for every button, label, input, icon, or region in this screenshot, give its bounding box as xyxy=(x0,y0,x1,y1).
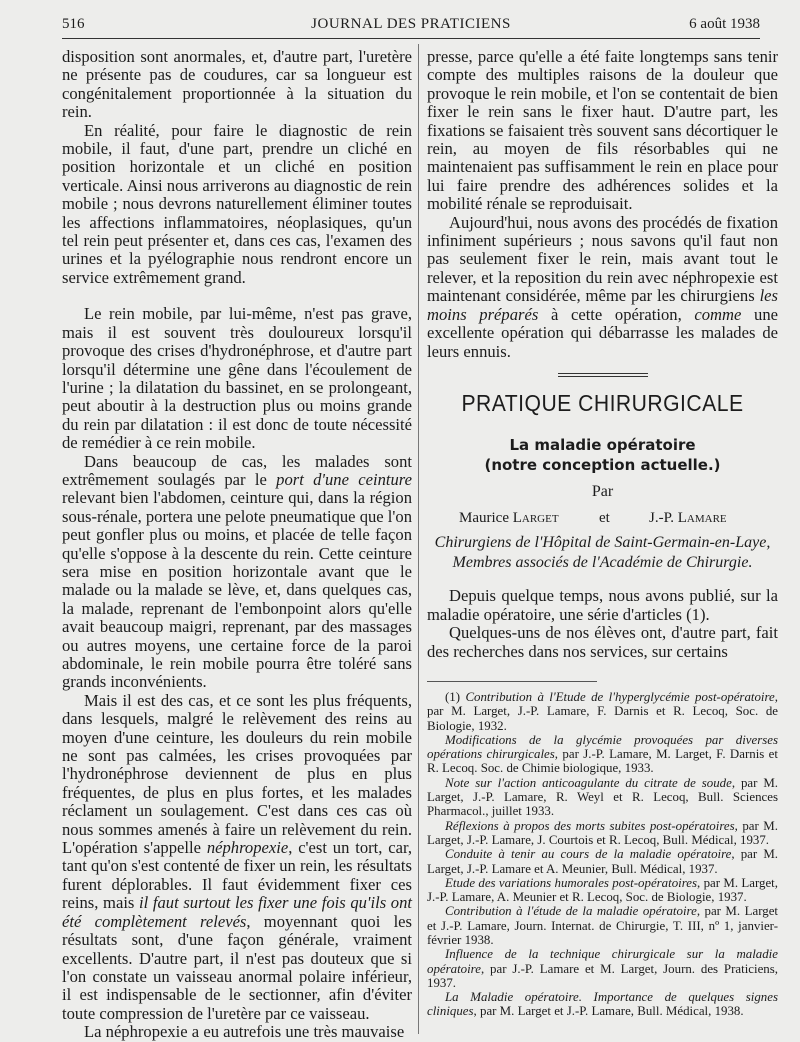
footnote-citation: , par J.-P. Lamare, M. Larget, F. Darnis et R. Lecoq. Soc. de Chimie biologique, 1933. xyxy=(427,747,778,776)
footnote-title: Contribution à l'étude de la maladie opératoire xyxy=(445,904,697,919)
emphasis: comme xyxy=(694,304,742,324)
footnote-citation: , par M. Larget, J.-P. Lamare, R. Weyl et R. Lecoq, Bull. Sciences Pharmacol., juillet 1933. xyxy=(427,775,779,819)
footnote-citation: , par M. Larget, J.-P. Lamare, A. Meunier et R. Lecoq, Soc. de Biologie, 1937. xyxy=(427,875,778,905)
section-gap xyxy=(62,287,412,305)
emphasis: les moins préparés xyxy=(427,286,778,324)
author-first-name: J.-P. xyxy=(649,510,675,527)
footnote-entry xyxy=(427,776,778,819)
text-run: Aujourd'hui, nous avons des procédés de fixation infiniment supérieurs ; nous savons qu'il faut non pas seulement fixer le rein, mais avant tout le relever, et la reposition du rein avec néphropexie est maintenant considérée, même par les chirurgiens xyxy=(427,212,778,306)
left-column xyxy=(62,48,412,1042)
paragraph: Depuis quelque temps, nous avons publié, sur la maladie opératoire, une série d'articles (1). xyxy=(427,586,778,624)
footnote-title: Note sur l'action anticoagulante du citrate de soude xyxy=(445,775,732,790)
article-title-line: La maladie opératoire xyxy=(509,435,696,454)
footnote-ref: (1) xyxy=(445,689,466,704)
footnotes xyxy=(427,690,778,1019)
footnote-entry xyxy=(427,690,778,733)
paragraph xyxy=(62,453,412,692)
paragraph: Le rein mobile, par lui-même, n'est pas grave, mais il est souvent très douloureux lorsqu'il provoque des crises d'hydronéphrose, et d'autre part lorsqu'il détermine une gêne dans l'écoulement de l'urine ; la dilatation du bassinet, en se prolongeant, peut aboutir à la destruction plus ou moins grande du rein par dilatation : il est donc de toute nécessité de remédier à ce rein mobile. xyxy=(62,304,412,453)
text-run: , moyennant quoi les résultats sont, d'une façon générale, vraiment excellents. D'autre part, il n'est pas douteux que si l'on constate un vaisseau anormal polaire inférieur, il est indispensable de le sectionner, afin d'éviter toute compression de l'uretère par ce vaisseau. xyxy=(62,911,412,1023)
footnote-citation: , par J.-P. Lamare et M. Larget, Journ. des Praticiens, 1937. xyxy=(427,961,778,990)
footnote-title: Contribution à l'Etude de l'hyperglycémie post-opératoire xyxy=(465,689,775,704)
affiliation-line: Membres associés de l'Académie de Chirurgie. xyxy=(452,554,753,572)
footnote-entry xyxy=(427,990,778,1019)
footnote-rule xyxy=(427,681,597,682)
author-2 xyxy=(649,507,727,529)
spacer xyxy=(427,573,778,587)
paragraph xyxy=(62,692,412,1023)
byline-par: Par xyxy=(591,482,614,500)
page-header xyxy=(62,14,760,39)
paragraph: La néphropexie a eu autrefois une très mauvaise xyxy=(84,1022,405,1042)
footnote-title: Réflexions à propos des morts subites post-opératoires xyxy=(445,818,735,833)
authors-line xyxy=(427,507,778,529)
text-run: , c'est un tort, car, tant qu'on s'est contenté de fixer un rein, les résultats furent déplorables. Il faut évidemment fixer ces reins, mais xyxy=(62,838,412,913)
affiliation-line: Chirurgiens de l'Hôpital de Saint-Germain-en-Laye, xyxy=(434,534,771,552)
footnote-citation: , par M. Larget et J.-P. Lamare, Journ. Internat. de Chirurgie, T. III, nº 1, janvier-février 1938. xyxy=(427,904,778,947)
author-last-name: Lamare xyxy=(677,510,727,527)
footnote-title: Etude des variations humorales post-opératoires xyxy=(445,875,698,890)
page-number: 516 xyxy=(62,16,85,32)
text-run: relevant bien l'abdomen, ceinture qui, dans la région sous-rénale, portera une pelote pneumatique que l'on peut gonfler plus ou moins, et placée de telle façon qu'elle s'oppose à la descente du rein. Cette ceinture sera mise en position horizontale avant que le malade ou la malade se lève, et, dans quelques cas, la malade, reprenant de l'embonpoint alors qu'elle avait beaucoup maigri, reprenant, par des massages ou autres moyens, une certaine force de la paroi abdominale, le rein mobile pourra être toléré sans grands inconvénients. xyxy=(62,488,412,692)
footnote-citation: , par M. Larget, J.-P. Lamare et A. Meunier, Bull. Médical, 1937. xyxy=(427,847,778,876)
paragraph: presse, parce qu'elle a été faite longtemps sans tenir compte des multiples raisons de la douleur que provoque le rein mobile, et l'on se contentait de bien fixer le rein sans le fixer haut. D'autre part, les fixations se faisaient très souvent sans décortiquer le rein, au moyen de fils résorbables qui ne maintenaient pas suffisamment le rein en place pour lui faire prendre des adhérences solides et la mobilité rénale se reproduisait. xyxy=(427,47,778,214)
issue-date: 6 août 1938 xyxy=(689,16,760,32)
article-title xyxy=(427,435,778,475)
separator-rule xyxy=(558,373,648,377)
footnote-entry xyxy=(427,847,778,876)
emphasis: il faut surtout les fixer une fois qu'ils ont été complètement relevés xyxy=(62,893,412,931)
footnote-title: Modifications de la glycémie provoquées par diverses opérations chirurgicales xyxy=(427,732,778,762)
section-title: PRATIQUE CHIRURGICALE xyxy=(461,389,744,416)
paragraph: Quelques-uns de nos élèves ont, d'autre part, fait des recherches dans nos services, sur certains xyxy=(427,623,778,661)
paragraph: En réalité, pour faire le diagnostic de rein mobile, il faut, d'une part, prendre un cliché en position horizontale et un cliché en position verticale. Ainsi nous arriverons au diagnostic de rein mobile ; nous devrons naturellement éliminer toutes les affections inflammatoires, néoplasiques, qu'un tel rein peut présenter et, dans ces cas, l'examen des urines et la pyélographie nous rendront encore un service extrêmement grand. xyxy=(62,120,412,287)
footnote-entry xyxy=(427,733,778,776)
author-1 xyxy=(459,507,559,529)
footnote-title: Conduite à tenir au cours de la maladie opératoire xyxy=(445,847,732,862)
journal-title: JOURNAL DES PRATICIENS xyxy=(311,16,511,32)
emphasis: néphropexie xyxy=(206,838,289,858)
footnote-entry xyxy=(427,876,778,905)
text-run: Mais il est des cas, et ce sont les plus fréquents, dans lesquels, malgré le relèvement des reins au moyen d'une ceinture, les douleurs du rein mobile ne sont pas calmées, les crises provoquées par l'hydronéphrose deviennent de plus en plus fréquentes, de plus en plus fortes, et les malades réclament un soulagement. C'est dans ces cas où nous sommes amenés à faire un relèvement du rein. L'opération s'appelle xyxy=(62,690,412,858)
footnote-entry xyxy=(427,947,778,990)
text-run: à cette opération, xyxy=(538,304,695,324)
right-column xyxy=(427,48,778,1019)
footnote-title: Influence de la technique chirurgicale sur la maladie opératoire xyxy=(427,947,778,976)
footnote-citation: , par M. Larget et J.-P. Lamare, Bull. Médical, 1938. xyxy=(473,1004,744,1019)
author-last-name: Larget xyxy=(512,510,559,527)
article-subtitle: (notre conception actuelle.) xyxy=(484,455,721,474)
emphasis: port d'une ceinture xyxy=(276,469,412,489)
footnote-citation: , par M. Larget, J.-P. Lamare, F. Darnis et R. Lecoq, Soc. de Biologie, 1932. xyxy=(427,689,778,733)
footnote-title: La Maladie opératoire. Importance de quelques signes cliniques xyxy=(427,990,778,1019)
author-first-name: Maurice xyxy=(459,510,509,527)
column-divider xyxy=(418,44,419,1034)
paragraph xyxy=(427,214,778,361)
affiliation xyxy=(427,533,778,573)
author-and: et xyxy=(599,510,610,527)
footnote-entry xyxy=(427,819,778,848)
footnote-entry xyxy=(427,904,778,947)
footnote-citation: , par M. Larget, J.-P. Lamare, J. Courtois et R. Lecoq, Bull. Médical, 1937. xyxy=(427,818,778,847)
paragraph: disposition sont anormales, et, d'autre part, l'uretère ne présente pas de coudures, car sa longueur est congénitalement proportionnée à la situation du rein. xyxy=(62,47,412,122)
text-run: Dans beaucoup de cas, les malades sont extrêmement soulagés par le xyxy=(62,451,412,489)
text-run: une excellente opération qui débarrasse les malades de leurs ennuis. xyxy=(427,304,778,361)
